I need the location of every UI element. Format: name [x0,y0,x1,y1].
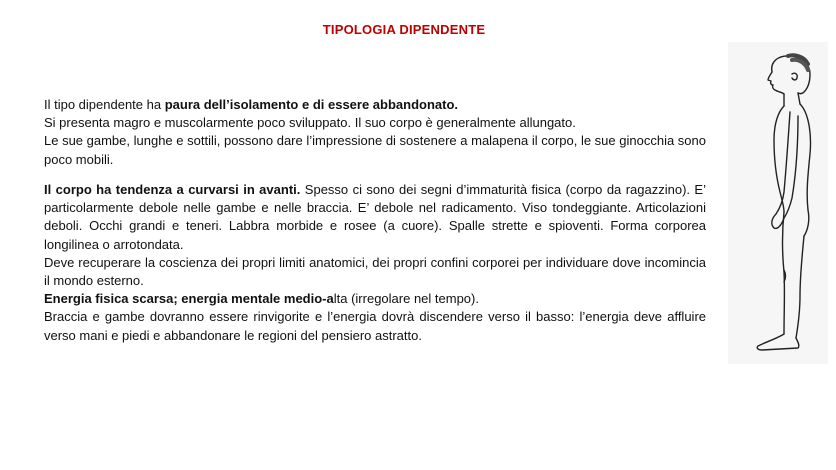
intro-line-2: Si presenta magro e muscolarmente poco sviluppato. Il suo corpo è generalmente allungato. [44,115,576,131]
posture-text [44,181,706,254]
intro-line-1-bold: paura dell’isolamento e di essere abbandonato. [164,97,459,112]
energy-detail: lta (irregolare nel tempo). [333,291,479,307]
limbs-text: Braccia e gambe dovranno essere rinvigorite e l’energia dovrà discendere verso il basso: l’energia deve affluire verso mani e piedi e abbandonare le regioni del pensiero astratto. [44,309,706,343]
recovery-text: Deve recuperare la coscienza dei propri limiti anatomici, dei propri confini corporei per individuare dove incomincia il mondo esterno. [44,254,706,289]
standing-person-icon [728,42,828,364]
body-figure-illustration [728,42,828,364]
energy-bold: Energia fisica scarsa; energia mentale medio-a [44,291,334,307]
intro-line-1 [44,96,706,114]
posture-detail: Spesso ci sono dei segni d’immaturità fisica (corpo da ragazzino). E’ particolarmente debole nelle gambe e nelle braccia. E’ debole nel radicamento. Viso tondeggiante. Articolazioni deboli. Occhi grandi e teneri. Labbra morbide e rosee (a cuore). Spalle strette e spioventi. Forma corporea longilinea o arrotondata. [44,182,706,252]
intro-paragraph [44,96,706,169]
energy-text [44,290,706,308]
page-title: TIPOLOGIA DIPENDENTE [322,22,486,37]
intro-line-3: Le sue gambe, lunghe e sottili, possono dare l’impressione di sostenere a malapena il corpo, le sue ginocchia sono poco mobili. [44,133,706,167]
description-paragraph [44,181,706,345]
posture-bold: Il corpo ha tendenza a curvarsi in avanti. [44,182,301,197]
intro-line-1-text: Il tipo dipendente ha [44,97,165,112]
